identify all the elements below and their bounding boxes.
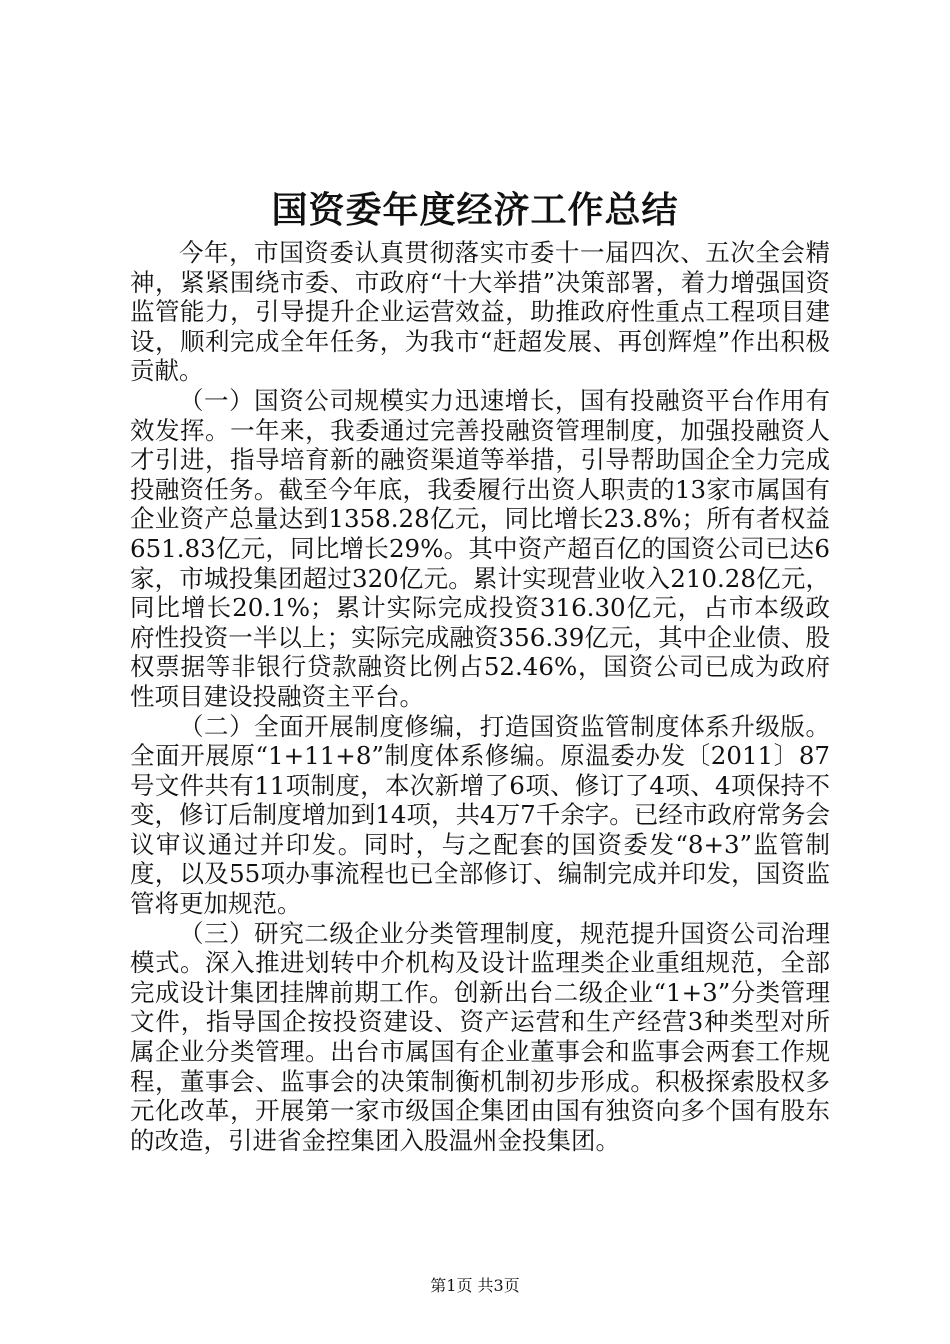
paragraph-section-2: （二）全面开展制度修编，打造国资监管制度体系升级版。全面开展原“1+11+8”制度体系修编。原温委办发〔2011〕87号文件共有11项制度，本次新增了6项、修订了4项、4项保持不变，修订后制度增加到14项，共4万7千余字。已经市政府常务会议审议通过并印发。同时，与之配套的国资委发“8+3”监管制度，以及55项办事流程也已全部修订、编制完成并印发，国资监管将更加规范。 xyxy=(130,711,830,919)
page-title: 国资委年度经济工作总结 xyxy=(271,189,679,231)
page-footer: 第1页 共3页 xyxy=(430,1276,520,1295)
paragraph-section-3: （三）研究二级企业分类管理制度，规范提升国资公司治理模式。深入推进划转中介机构及设计监理类企业重组规范，全部完成设计集团挂牌前期工作。创新出台二级企业“1+3”分类管理文件，指导国企按投资建设、资产运营和生产经营3种类型对所属企业分类管理。出台市属国有企业董事会和监事会两套工作规程，董事会、监事会的决策制衡机制初步形成。积极探索股权多元化改革，开展第一家市级国企集团由国有独资向多个国有股东的改造，引进省金控集团入股温州金投集团。 xyxy=(130,918,830,1155)
paragraph-section-1: （一）国资公司规模实力迅速增长，国有投融资平台作用有效发挥。一年来，我委通过完善投融资管理制度，加强投融资人才引进，指导培育新的融资渠道等举措，引导帮助国企全力完成投融资任务。截至今年底，我委履行出资人职责的13家市属国有企业资产总量达到1358.28亿元，同比增长23.8%；所有者权益651.83亿元，同比增长29%。其中资产超百亿的国资公司已达6家，市城投集团超过320亿元。累计实现营业收入210.28亿元，同比增长20.1%；累计实际完成投资316.30亿元，占市本级政府性投资一半以上；实际完成融资356.39亿元，其中企业债、股权票据等非银行贷款融资比例占52.46%，国资公司已成为政府性项目建设投融资主平台。 xyxy=(130,385,830,711)
paragraph-intro: 今年，市国资委认真贯彻落实市委十一届四次、五次全会精神，紧紧围绕市委、市政府“十大举措”决策部署，着力增强国资监管能力，引导提升企业运营效益，助推政府性重点工程项目建设，顺利完成全年任务，为我市“赶超发展、再创辉煌”作出积极贡献。 xyxy=(130,238,830,386)
document-body xyxy=(130,238,830,1155)
